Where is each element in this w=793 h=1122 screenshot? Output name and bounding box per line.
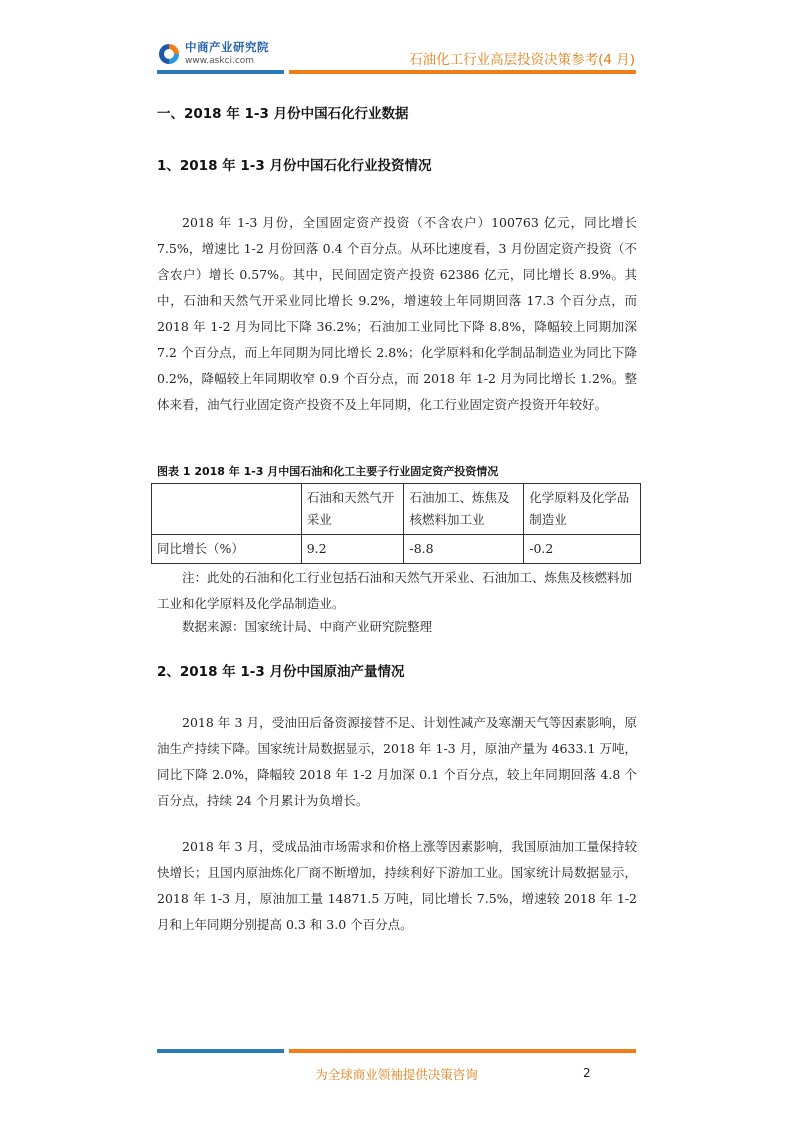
footer-rule-orange [289,1049,636,1053]
table-header-oil-gas: 石油和天然气开采业 [301,484,404,535]
table-header-row [152,484,641,535]
table-row [152,535,641,564]
section-heading: 一、2018 年 1-3 月份中国石化行业数据 [157,106,409,122]
investment-paragraph: 2018 年 1-3 月份，全国固定资产投资（不含农户）100763 亿元，同比增长 7.5%，增速比 1-2 月份回落 0.4 个百分点。从环比速度看，3 月份固定资产投资（不含农户）增长 0.57%。其中，民间固定资产投资 62386 亿元，同比增长 8.9%。其中，石油和天然气开采业同比增长 9.2%，增速较上年同期回落 17.3 个百分点，而 2018 年 1-2 月为同比下降 36.2%；石油加工业同比下降 8.8%，降幅较上同期加深 7.2 个百分点，而上年同期为同比增长 2.8%；化学原料和化学制品制造业为同比下降 0.2%，降幅较上年同期收窄 0.9 个百分点，而 2018 年 1-2 月为同比增长 1.2%。整体来看，油气行业固定资产投资不及上年同期，化工行业固定资产投资开年较好。 [157,215,637,412]
logo-name: 中商产业研究院 [185,40,269,55]
investment-table [151,483,641,564]
table-note: 注：此处的石油和化工行业包括石油和天然气开采业、石油加工、炼焦及核燃料加工业和化学原料及化学品制造业。 [157,570,633,611]
header-rule-blue [157,70,284,74]
page-number: 2 [583,1066,591,1080]
table-row-label: 同比增长（%） [152,535,302,564]
subsection-heading-crude-oil: 2、2018 年 1-3 月份中国原油产量情况 [157,664,405,680]
logo-url: www.askci.com [185,55,255,66]
table-header-refining: 石油加工、炼焦及核燃料加工业 [404,484,524,535]
footer-slogan: 为全球商业领袖提供决策咨询 [315,1067,478,1082]
table-cell-oil-gas: 9.2 [301,535,404,564]
table-caption: 图表 1 2018 年 1-3 月中国石油和化工主要子行业固定资产投资情况 [157,465,499,478]
crude-processing-paragraph: 2018 年 3 月，受成品油市场需求和价格上涨等因素影响，我国原油加工量保持较快增长；且国内原油炼化厂商不断增加，持续利好下游加工业。国家统计局数据显示，2018 年 1-3 月，原油加工量 14871.5 万吨，同比增长 7.5%，增速较 2018 年 1-2 月和上年同期分别提高 0.3 和 3.0 个百分点。 [157,839,637,932]
table-cell-chemical: -0.2 [524,535,641,564]
table-header-empty [152,484,302,535]
company-logo [157,40,269,68]
logo-icon [157,42,181,66]
report-title: 石油化工行业高层投资决策参考(4 月) [409,52,635,68]
table-cell-refining: -8.8 [404,535,524,564]
footer-rule-blue [157,1049,284,1053]
table-source: 数据来源：国家统计局、中商产业研究院整理 [182,619,433,634]
crude-production-paragraph: 2018 年 3 月，受油田后备资源接替不足、计划性减产及寒潮天气等因素影响，原油生产持续下降。国家统计局数据显示，2018 年 1-3 月，原油产量为 4633.1 万吨，同比下降 2.0%，降幅较 2018 年 1-2 月加深 0.1 个百分点，较上年同期回落 4.8 个百分点，持续 24 个月累计为负增长。 [157,715,637,808]
header-rule-orange [289,70,636,74]
subsection-heading-investment: 1、2018 年 1-3 月份中国石化行业投资情况 [157,158,432,174]
table-header-chemical: 化学原料及化学品制造业 [524,484,641,535]
